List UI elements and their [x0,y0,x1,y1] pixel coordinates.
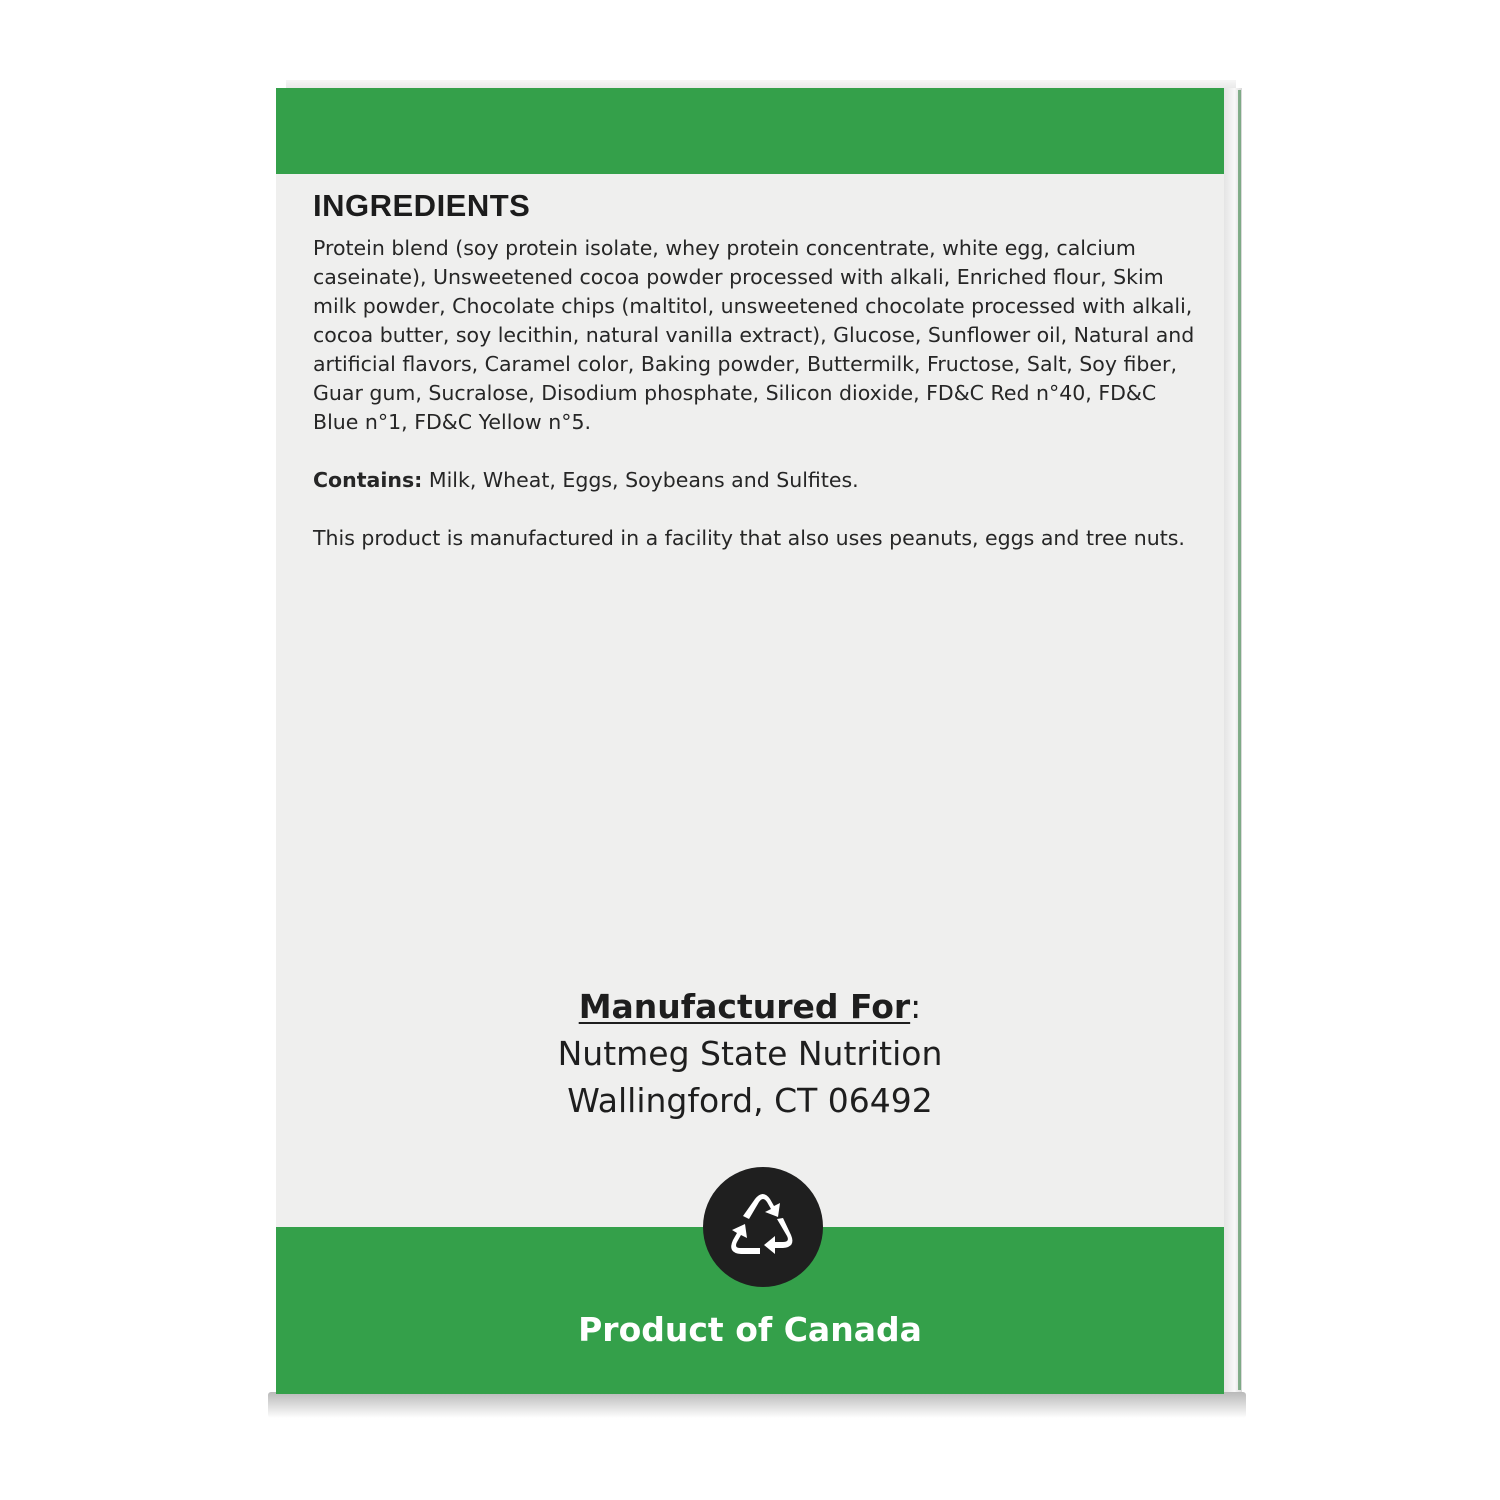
manufacturer-block [276,984,1224,1124]
manufacturer-heading-line [276,984,1224,1030]
facility-note: This product is manufactured in a facility that also uses peanuts, eggs and tree nuts. [313,526,1185,550]
ingredients-heading: INGREDIENTS [313,188,531,223]
box-side-stripe [1238,90,1241,1390]
country-of-origin: Product of Canada [578,1310,922,1349]
allergen-statement [313,466,1203,495]
manufacturer-heading: Manufactured For [578,987,911,1026]
recycle-icon [703,1167,823,1287]
contains-value: Milk, Wheat, Eggs, Soybeans and Sulfites. [422,468,859,492]
ingredients-section [313,188,1203,553]
manufacturer-heading-colon: : [910,987,922,1026]
box-back-panel [276,88,1224,1394]
manufacturer-name: Nutmeg State Nutrition [557,1034,943,1073]
top-green-band [276,88,1224,174]
manufacturer-address: Wallingford, CT 06492 [567,1081,933,1120]
ingredients-list: Protein blend (soy protein isolate, whey protein concentrate, white egg, calcium caseinate), Unsweetened cocoa powder processed with alkali, Enriched flour, Skim milk powder, Chocolate chips (maltitol, unsweetened chocolate processed with alkali, cocoa butter, soy lecithin, natural vanilla extract), Glucose, Sunflower oil, Natural and artificial flavors, Caramel color, Baking powder, Buttermilk, Fructose, Salt, Soy fiber, Guar gum, Sucralose, Disodium phosphate, Silicon dioxide, FD&C Red n°40, FD&C Blue n°1, FD&C Yellow n°5. [313,236,1195,434]
box-shadow [268,1392,1246,1418]
recycle-badge [703,1167,823,1287]
contains-label: Contains: [313,468,423,492]
